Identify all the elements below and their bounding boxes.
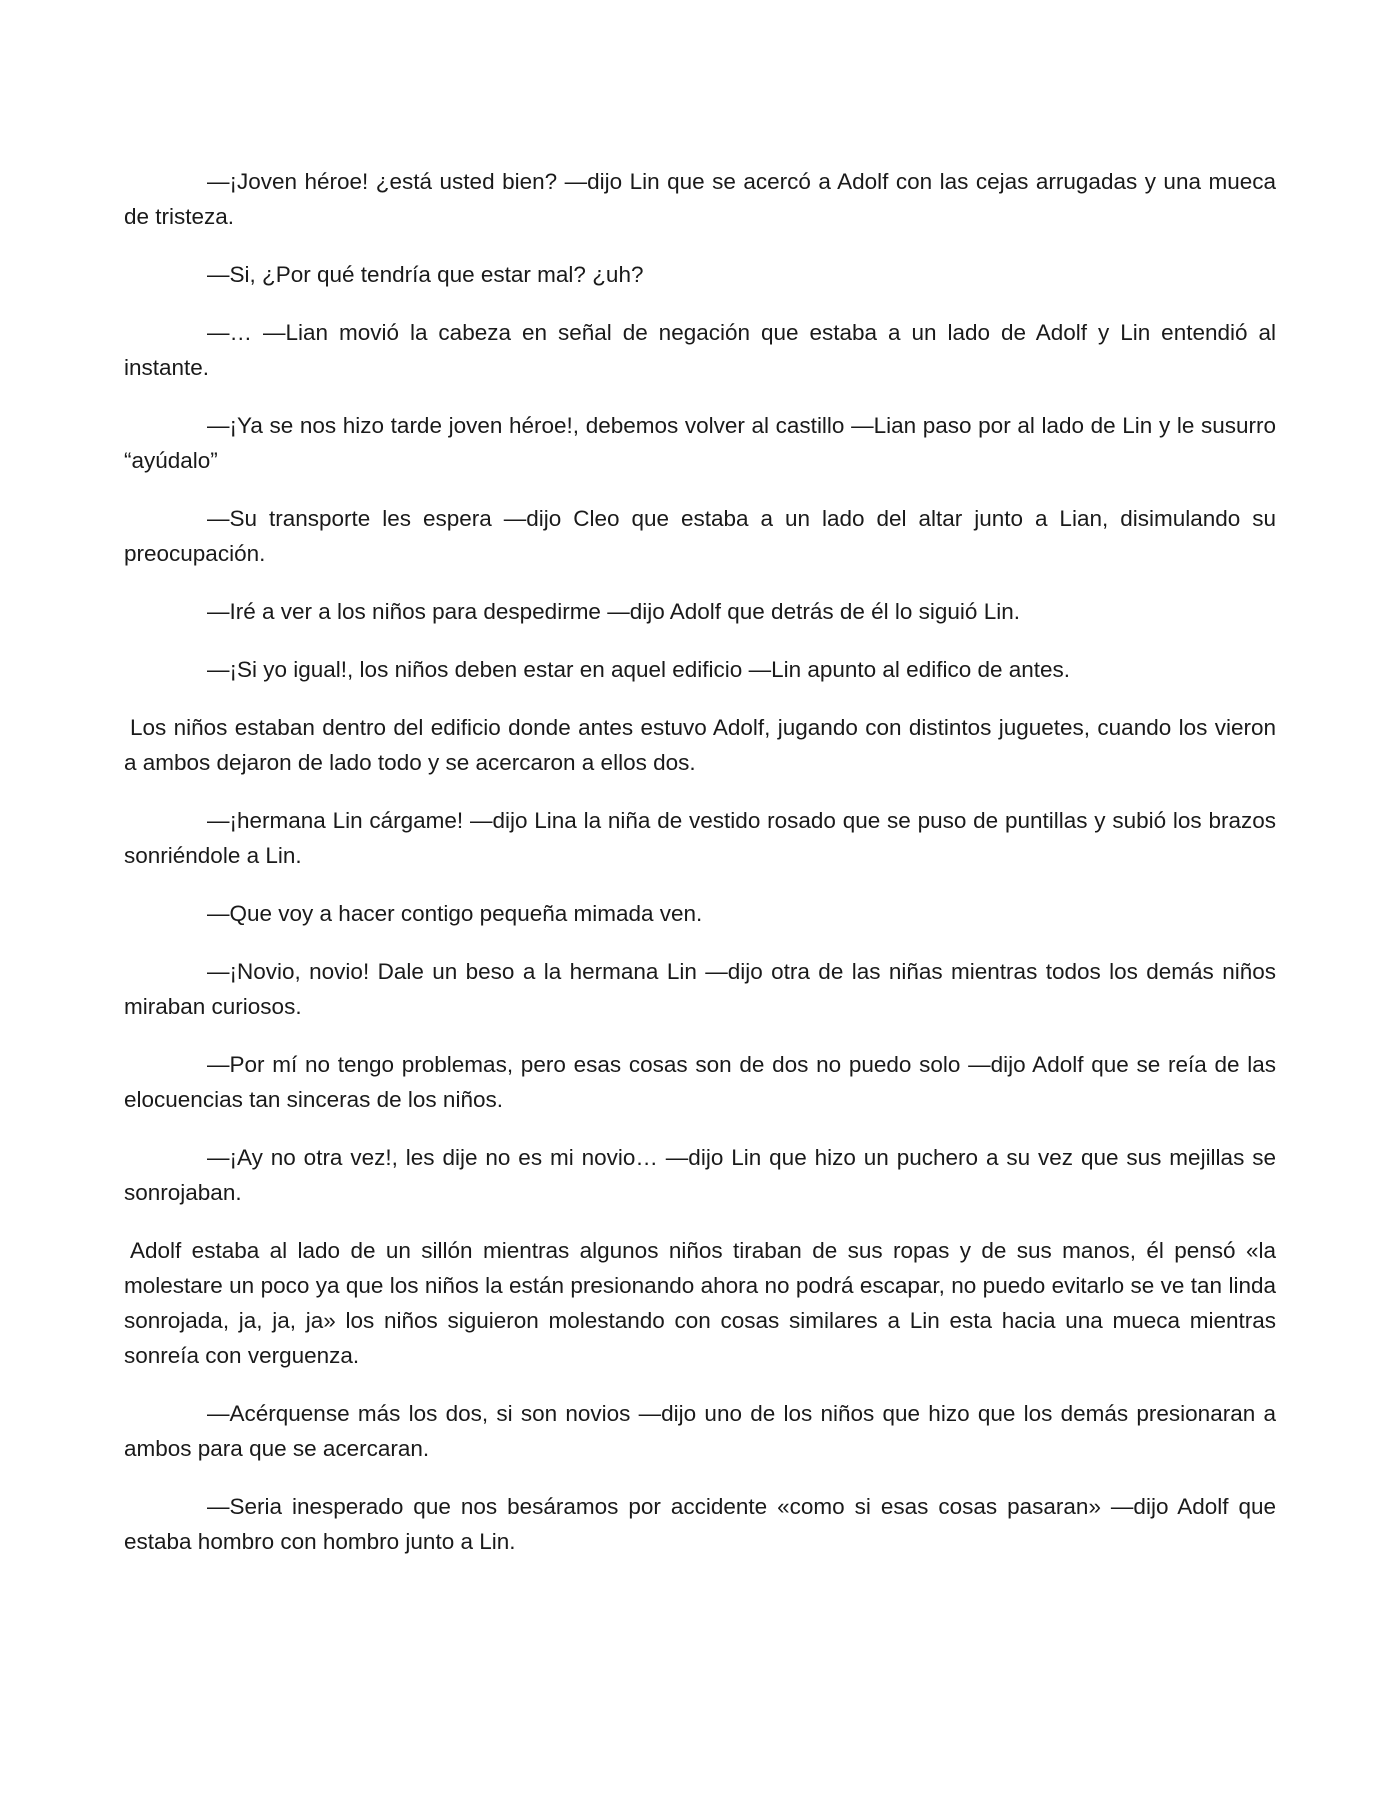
paragraph: —¡Ay no otra vez!, les dije no es mi novio… —dijo Lin que hizo un puchero a su vez que sus mejillas se sonrojaban. [124, 1145, 1276, 1205]
paragraph: —¡Novio, novio! Dale un beso a la hermana Lin —dijo otra de las niñas mientras todos los demás niños miraban curiosos. [124, 959, 1276, 1019]
paragraph: —¡hermana Lin cárgame! —dijo Lina la niña de vestido rosado que se puso de puntillas y subió los brazos sonriéndole a Lin. [124, 808, 1276, 868]
paragraph: —¡Joven héroe! ¿está usted bien? —dijo Lin que se acercó a Adolf con las cejas arrugadas y una mueca de tristeza. [124, 169, 1276, 229]
paragraph: —Iré a ver a los niños para despedirme —dijo Adolf que detrás de él lo siguió Lin. [207, 599, 1020, 624]
paragraph: Los niños estaban dentro del edificio donde antes estuvo Adolf, jugando con distintos juguetes, cuando los vieron a ambos dejaron de lado todo y se acercaron a ellos dos. [124, 715, 1276, 775]
paragraph: —Su transporte les espera —dijo Cleo que estaba a un lado del altar junto a Lian, disimulando su preocupación. [124, 506, 1276, 566]
paragraph: —¡Si yo igual!, los niños deben estar en aquel edificio —Lin apunto al edifico de antes. [207, 657, 1071, 682]
paragraph: —Por mí no tengo problemas, pero esas cosas son de dos no puedo solo —dijo Adolf que se reía de las elocuencias tan sinceras de los niños. [124, 1052, 1276, 1112]
paragraph: —Que voy a hacer contigo pequeña mimada ven. [207, 901, 703, 926]
paragraph: —… —Lian movió la cabeza en señal de negación que estaba a un lado de Adolf y Lin entendió al instante. [124, 320, 1276, 380]
paragraph: —Si, ¿Por qué tendría que estar mal? ¿uh? [207, 262, 644, 287]
paragraph: —Acérquense más los dos, si son novios —dijo uno de los niños que hizo que los demás presionaran a ambos para que se acercaran. [124, 1401, 1276, 1461]
paragraph: Adolf estaba al lado de un sillón mientras algunos niños tiraban de sus ropas y de sus manos, él pensó «la molestare un poco ya que los niños la están presionando ahora no podrá escapar, no puedo evitarlo se ve tan linda sonrojada, ja, ja, ja» los niños siguieron molestando con cosas similares a Lin esta hacia una mueca mientras sonreía con verguenza. [124, 1238, 1276, 1368]
paragraph: —Seria inesperado que nos besáramos por accidente «como si esas cosas pasaran» —dijo Adolf que estaba hombro con hombro junto a Lin. [124, 1494, 1276, 1554]
paragraph: —¡Ya se nos hizo tarde joven héroe!, debemos volver al castillo —Lian paso por al lado de Lin y le susurro “ayúdalo” [124, 413, 1276, 473]
body-text [124, 164, 1276, 1582]
